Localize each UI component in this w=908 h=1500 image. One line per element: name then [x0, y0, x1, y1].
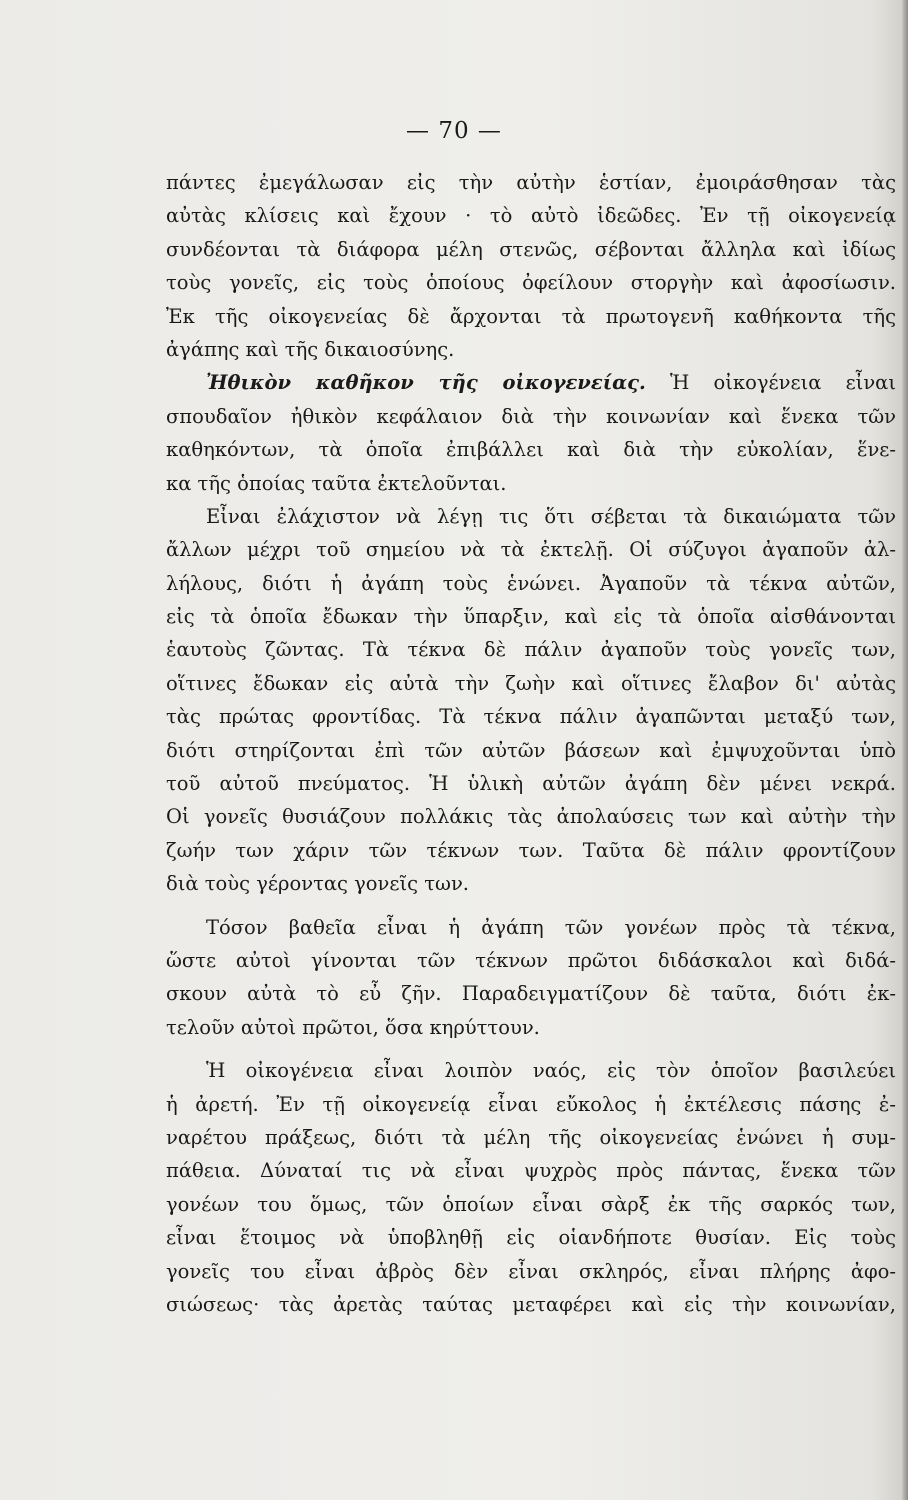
text-line: εἰς τὰ ὁποῖα ἔδωκαν τὴν ὕπαρξιν, καὶ εἰς τὰ ὁποῖα αἰσθάνονται	[166, 605, 896, 629]
text-line: τελοῦν αὐτοὶ πρῶτοι, ὅσα κηρύττουν.	[166, 1015, 540, 1039]
text-line: γονεῖς του εἶναι ἁβρὸς δὲν εἶναι σκληρός, εἶναι πλήρης ἀφο-	[166, 1259, 896, 1283]
paragraph-gap	[166, 1044, 896, 1054]
text-line: αὐτὰς κλίσεις καὶ ἔχουν · τὸ αὐτὸ ἰδεῶδες. Ἐν τῇ οἰκογενείᾳ	[166, 204, 896, 228]
heading-line-text: Ἡ οἰκογένεια εἶναι	[670, 371, 896, 395]
text-line: τοῦ αὐτοῦ πνεύματος. Ἡ ὑλικὴ αὐτῶν ἀγάπη δὲν μένει νεκρά.	[166, 772, 896, 796]
text-line: λήλους, διότι ἡ ἀγάπη τοὺς ἑνώνει. Ἀγαποῦν τὰ τέκνα αὐτῶν,	[166, 571, 896, 595]
text-line: οἵτινες ἔδωκαν εἰς αὐτὰ τὴν ζωὴν καὶ οἵτινες ἔλαβον δι' αὐτὰς	[166, 671, 896, 695]
text-line: τὰς πρώτας φροντίδας. Τὰ τέκνα πάλιν ἀγαπῶνται μεταξύ των,	[166, 705, 896, 729]
text-line: σιώσεως· τὰς ἀρετὰς ταύτας μεταφέρει καὶ εἰς τὴν κοινωνίαν,	[166, 1292, 896, 1316]
text-line: ζωήν των χάριν τῶν τέκνων των. Ταῦτα δὲ πάλιν φροντίζουν	[166, 838, 896, 862]
text-line: Ἡ οἰκογένεια εἶναι λοιπὸν ναός, εἰς τὸν ὁποῖον βασιλεύει	[206, 1059, 896, 1083]
text-line: συνδέονται τὰ διάφορα μέλη στενῶς, σέβονται ἄλληλα καὶ ἰδίως	[166, 237, 896, 261]
text-line: εἶναι ἕτοιμος νὰ ὑποβληθῇ εἰς οἱανδήποτε θυσίαν. Εἰς τοὺς	[166, 1226, 896, 1250]
page-number: — 70 —	[406, 118, 502, 144]
text-line: ναρέτου πράξεως, διότι τὰ μέλη τῆς οἰκογενείας ἑνώνει ἡ συμ-	[166, 1125, 896, 1149]
text-line	[166, 366, 896, 399]
text-line: σπουδαῖον ἠθικὸν κεφάλαιον διὰ τὴν κοινωνίαν καὶ ἕνεκα τῶν	[166, 404, 896, 428]
text-line: ὥστε αὐτοὶ γίνονται τῶν τέκνων πρῶτοι διδάσκαλοι καὶ διδά-	[166, 948, 896, 972]
text-line: γονέων του ὅμως, τῶν ὁποίων εἶναι σὰρξ ἐκ τῆς σαρκός των,	[166, 1192, 896, 1216]
text-line: Οἱ γονεῖς θυσιάζουν πολλάκις τὰς ἀπολαύσεις των καὶ αὐτὴν τὴν	[166, 805, 896, 829]
paragraph	[166, 166, 896, 366]
text-line: καθηκόντων, τὰ ὁποῖα ἐπιβάλλει καὶ διὰ τὴν εὐκολίαν, ἕνε-	[166, 438, 896, 462]
page-edge-shadow	[902, 0, 908, 1500]
paragraph	[166, 366, 896, 500]
text-line: πάθεια. Δύναταί τις νὰ εἶναι ψυχρὸς πρὸς πάντας, ἕνεκα τῶν	[166, 1159, 896, 1183]
text-line: διὰ τοὺς γέροντας γονεῖς των.	[166, 872, 470, 896]
text-line: Τόσον βαθεῖα εἶναι ἡ ἀγάπη τῶν γονέων πρὸς τὰ τέκνα,	[206, 915, 896, 939]
section-heading: Ἠθικὸν καθῆκον τῆς οἰκογενείας.	[206, 371, 646, 395]
text-line: κα τῆς ὁποίας ταῦτα ἐκτελοῦνται.	[166, 471, 507, 495]
text-line: Εἶναι ἐλάχιστον νὰ λέγῃ τις ὅτι σέβεται τὰ δικαιώματα τῶν	[206, 504, 896, 528]
text-line: διότι στηρίζονται ἐπὶ τῶν αὐτῶν βάσεων καὶ ἐμψυχοῦνται ὑπὸ	[166, 738, 896, 762]
text-line: πάντες ἐμεγάλωσαν εἰς τὴν αὐτὴν ἑστίαν, ἐμοιράσθησαν τὰς	[166, 171, 896, 194]
paragraph	[166, 911, 896, 1045]
paragraph	[166, 1054, 896, 1321]
body-text	[166, 166, 896, 1321]
paragraph-gap	[166, 901, 896, 911]
text-line: τοὺς γονεῖς, εἰς τοὺς ὁποίους ὀφείλουν στοργὴν καὶ ἀφοσίωσιν.	[166, 271, 896, 295]
paragraph	[166, 500, 896, 901]
text-line: ἀγάπης καὶ τῆς δικαιοσύνης.	[166, 337, 455, 361]
text-line: ἡ ἀρετή. Ἐν τῇ οἰκογενείᾳ εἶναι εὔκολος ἡ ἐκτέλεσις πάσης ἐ-	[166, 1092, 896, 1116]
text-line: σκουν αὐτὰ τὸ εὖ ζῆν. Παραδειγματίζουν δὲ ταῦτα, διότι ἐκ-	[166, 982, 896, 1006]
text-line: ἑαυτοὺς ζῶντας. Τὰ τέκνα δὲ πάλιν ἀγαποῦν τοὺς γονεῖς των,	[166, 638, 896, 662]
text-line: ἄλλων μέχρι τοῦ σημείου νὰ τὰ ἐκτελῇ. Οἱ σύζυγοι ἀγαποῦν ἀλ-	[166, 538, 896, 562]
text-line: Ἐκ τῆς οἰκογενείας δὲ ἄρχονται τὰ πρωτογενῆ καθήκοντα τῆς	[166, 304, 896, 328]
